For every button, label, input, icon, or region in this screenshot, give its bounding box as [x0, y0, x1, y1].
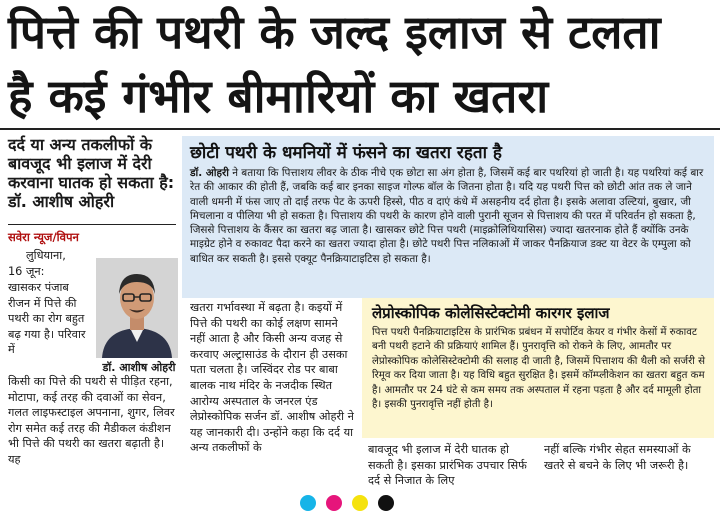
headline-line-2: है कई गंभीर बीमारियों का खतरा: [8, 69, 549, 123]
blue-box-title: छोटी पथरी के धमनियों में फंसने का खतरा रहता है: [190, 143, 502, 163]
headline-divider: [0, 128, 720, 130]
dateline-date: 16 जून:: [8, 265, 45, 278]
yellow-box-body: पित्त पथरी पैनक्रियाटाइटिस के प्रारंभिक प्रबंधन में सपोर्टिव केयर व गंभीर केसों में रुकावट बनी पथरी हटाने की प्रक्रियाएं शामिल हैं। पुनरावृत्ति को रोकने के लिए, आमतौर पर लेप्रोस्कोपिक कोलेसिस्टेक्टोमी की सलाह दी जाती है, जिसमें पित्ताशय की थैली को सर्जरी से रिमूव कर दिया जाता है। यह विधि बहुत सुरक्षित है। इसमें कॉम्प्लीकेशन का खतरा बहुत कम है। आमतौर पर 24 घंटे से कम समय तक अस्पताल में रहना पड़ता है और दर्द मामूली होता है। इसकी पुनरावृत्ति नहीं होती है।: [372, 327, 706, 411]
subheadline: दर्द या अन्य तकलीफों के बावजूद भी इलाज में देरी करवाना घातक हो सकता है: डॉ. आशीष ओहरी: [8, 135, 175, 211]
portrait-illustration: [96, 258, 178, 358]
register-dot-yellow: [352, 495, 368, 511]
blue-box-body: [190, 166, 708, 266]
middle-column-text: खतरा गर्भावस्था में बढ़ता है। कइयों में पित्ते की पथरी का कोई लक्षण सामने नहीं आता है और किसी अन्य वजह से करवाए अल्ट्रासाउंड के दौरान ही उसका पता चलता है। जस्विंदर रोड पर बाबा बालक नाथ मंदिर के नजदीक स्थित आरोग्य अस्पताल के जनरल एंड लेप्रोस्कोपिक सर्जन डॉ. आशीष ओहरी ने यह जानकारी दी। उन्होंने कहा कि दर्द या अन्य तकलीफों के: [190, 301, 354, 455]
yellow-box-title: लेप्रोस्कोपिक कोलेसिस्टेक्टोमी कारगर इलाज: [372, 304, 610, 322]
subheadline-divider: [8, 224, 176, 225]
blue-box-author: डॉ. ओहरी: [190, 167, 229, 179]
author-photo: [96, 258, 178, 358]
register-dot-cyan: [300, 495, 316, 511]
headline-line-1: पित्ते की पथरी के जल्द इलाज से टलता: [8, 5, 661, 59]
left-narrow-text: खासकर पंजाब रीजन में पित्ते की पथरी का रोग बहुत बढ़ गया है। परिवार में: [8, 281, 86, 357]
photo-caption: डॉ. आशीष ओहरी: [102, 361, 176, 374]
bottom-column-a: बावजूद भी इलाज में देरी घातक हो सकती है। इसका प्रारंभिक उपचार सिर्फ दर्द से निजात के लिए: [368, 443, 527, 488]
left-full-text: किसी का पित्ते की पथरी से पीड़ित रहना, मोटापा, कई तरह की दवाओं का सेवन, गलत लाइफस्टाइल अपनाना, शुगर, लिवर रोग समेत कई तरह की मैडीकल कंडीशन भी पित्ते की पथरी का खतरा बढ़ाती है। यह: [8, 375, 175, 466]
register-dot-black: [378, 495, 394, 511]
color-registration-marks: [300, 495, 460, 513]
register-dot-magenta: [326, 495, 342, 511]
bottom-column-b: नहीं बल्कि गंभीर सेहत समस्याओं के खतरे से बचने के लिए भी जरूरी है।: [544, 443, 691, 472]
dateline-place: लुधियाना,: [26, 249, 66, 262]
byline: सवेरा न्यूज/विपन: [8, 230, 79, 244]
blue-box-text: ने बताया कि पित्ताशय लीवर के ठीक नीचे एक छोटा सा अंग होता है, जिसमें कई बार पथरियां हो जाती है। यह पथरियां कई बार रेत की आकार की होती हैं, जबकि कई बार इनका साइज गोल्फ बॉल के जितना होता है। यदि यह पथरी पित्त को छोटी आंत तक ले जाने वाली धमनी में फंस जाए तो दाईं तरफ पेट के ऊपरी हिस्से, पीठ व दाएं कंधे में असहनीय दर्द होता है। इसके अलावा उल्टियां, बुखार, जी मिचलाना व पीलिया भी हो सकता है। पित्ताशय की पथरी के कारण होने वाली पुरानी सूजन से पित्ताशय की परत में परिवर्तन हो सकता है, जिससे पित्ताशय के कैंसर का खतरा बढ़ जाता है। खासकर छोटे पित्त पथरी (माइक्रोलिथियासिस) ज्यादा खतरनाक होते हैं क्योंकि उनके माइग्रेट होने व रुकावट पैदा करने का खतरा ज्यादा होता है। छोटे पथरी पित्त नलिकाओं में जाकर पैनक्रियाज डक्ट या वेटर के एम्पुला को बाधित कर सकती है। इससे एक्यूट पैनक्रियाटाइटिस हो सकता है।: [190, 167, 704, 265]
